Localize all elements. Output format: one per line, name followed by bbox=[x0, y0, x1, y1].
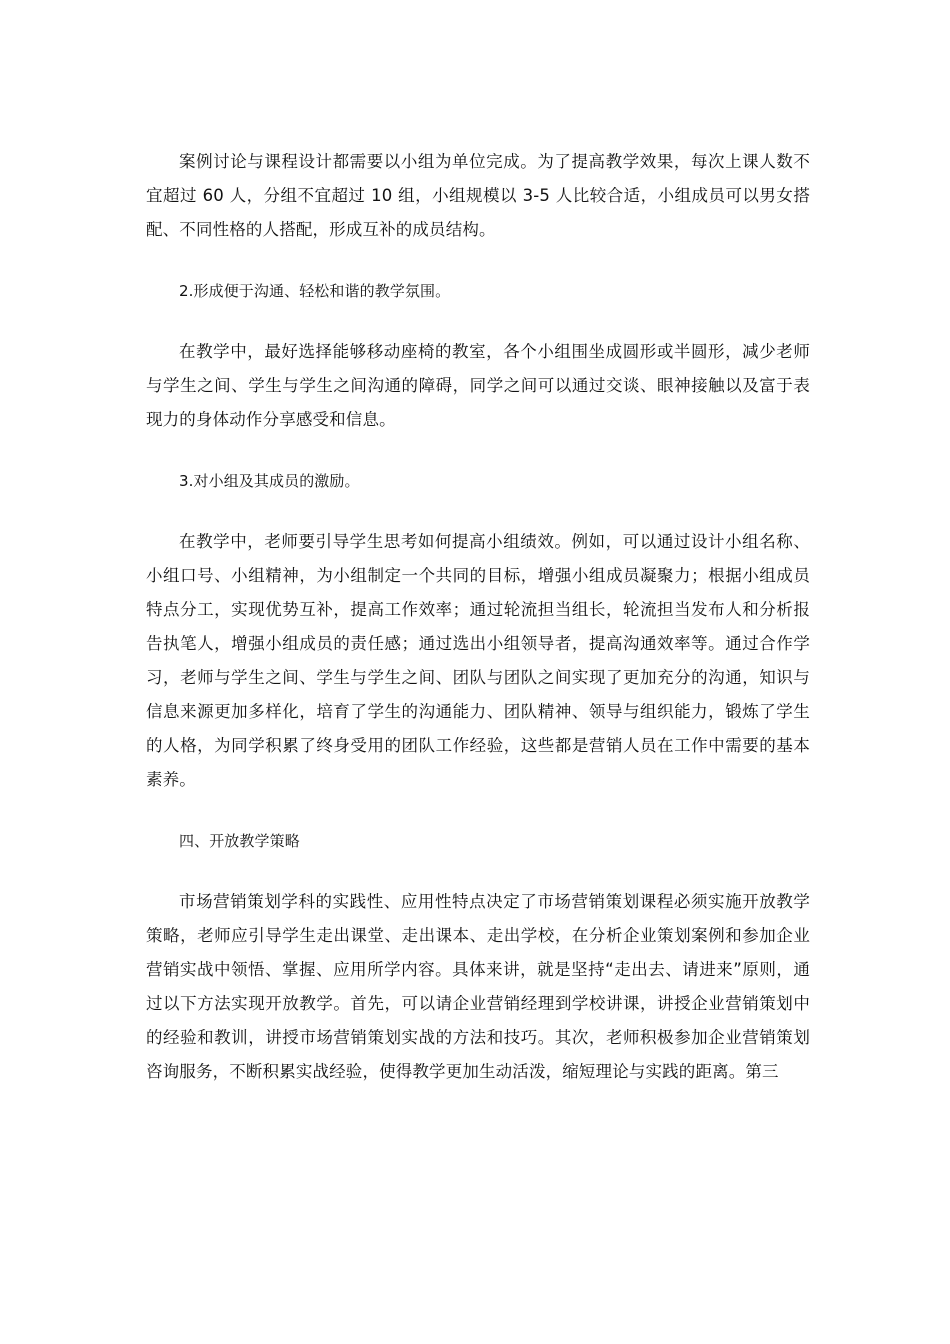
heading-communication-atmosphere: 2.形成便于沟通、轻松和谐的教学氛围。 bbox=[179, 282, 451, 300]
paragraph-open-teaching: 市场营销策划学科的实践性、应用性特点决定了市场营销策划课程必须实施开放教学策略，老师应引导学生走出课堂、走出课本、走出学校，在分析企业策划案例和参加企业营销实战中领悟、掌握、应用所学内容。具体来讲，就是坚持“走出去、请进来”原则，通过以下方法实现开放教学。首先，可以请企业营销经理到学校讲课，讲授企业营销策划中的经验和教训，讲授市场营销策划实战的方法和技巧。其次，老师积极参加企业营销策划咨询服务，不断积累实战经验，使得教学更加生动活泼，缩短理论与实践的距离。第三 bbox=[146, 892, 810, 1081]
paragraph-gap bbox=[146, 797, 810, 824]
paragraph-group-composition: 案例讨论与课程设计都需要以小组为单位完成。为了提高教学效果，每次上课人数不宜超过 60 人，分组不宜超过 10 组，小组规模以 3-5 人比较合适，小组成员可以男女搭配、不同性格的人搭配，形成互补的成员结构。 bbox=[146, 152, 810, 239]
paragraph-gap bbox=[146, 247, 810, 274]
paragraph-classroom-seating: 在教学中，最好选择能够移动座椅的教室，各个小组围坐成圆形或半圆形，减少老师与学生之间、学生与学生之间沟通的障碍，同学之间可以通过交谈、眼神接触以及富于表现力的身体动作分享感受和信息。 bbox=[146, 342, 810, 429]
document-body bbox=[146, 145, 810, 1089]
paragraph-gap bbox=[146, 308, 810, 335]
paragraph-gap bbox=[146, 498, 810, 525]
heading-open-teaching-strategy: 四、开放教学策略 bbox=[179, 832, 300, 850]
paragraph-gap bbox=[146, 858, 810, 885]
paragraph-group-performance: 在教学中，老师要引导学生思考如何提高小组绩效。例如，可以通过设计小组名称、小组口号、小组精神，为小组制定一个共同的目标，增强小组成员凝聚力；根据小组成员特点分工，实现优势互补，提高工作效率；通过轮流担当组长，轮流担当发布人和分析报告执笔人，增强小组成员的责任感；通过选出小组领导者，提高沟通效率等。通过合作学习，老师与学生之间、学生与学生之间、团队与团队之间实现了更加充分的沟通，知识与信息来源更加多样化，培育了学生的沟通能力、团队精神、领导与组织能力，锻炼了学生的人格，为同学积累了终身受用的团队工作经验，这些都是营销人员在工作中需要的基本素养。 bbox=[146, 532, 810, 789]
heading-group-incentives: 3.对小组及其成员的激励。 bbox=[179, 472, 360, 490]
paragraph-gap bbox=[146, 437, 810, 464]
